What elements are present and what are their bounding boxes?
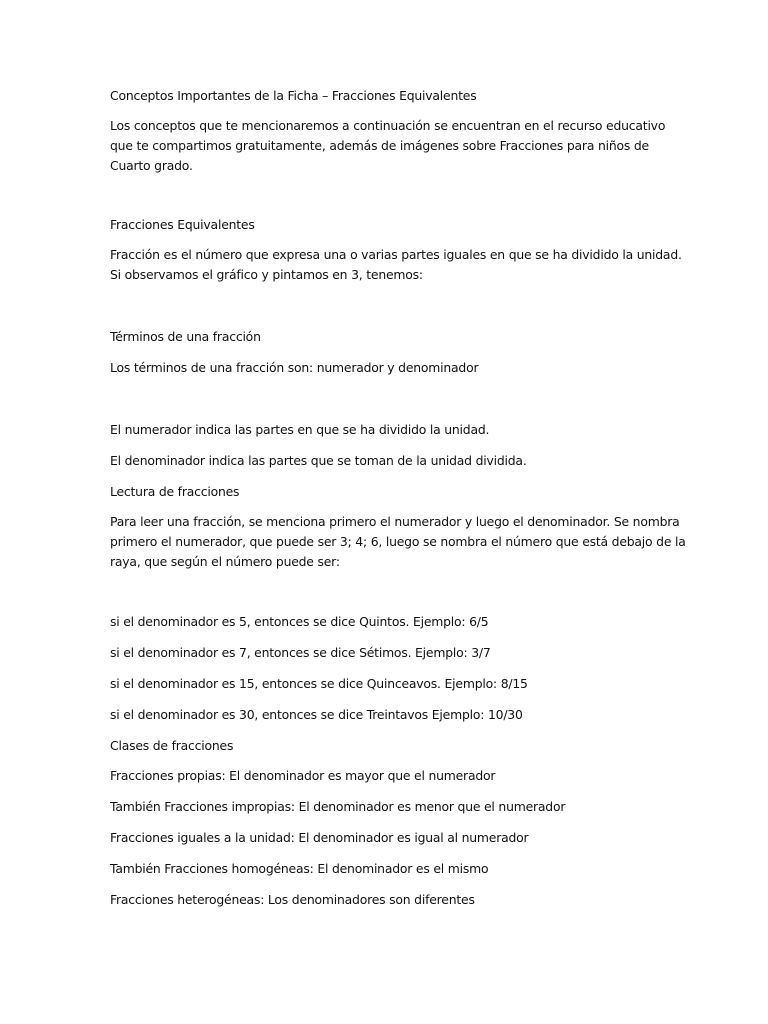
text-line: Los términos de una fracción son: numerador y denominador bbox=[110, 360, 479, 375]
definition-paragraph bbox=[110, 245, 682, 285]
text-line: primero el numerador, que puede ser 3; 4; 6, luego se nombra el número que está debajo de la bbox=[110, 534, 686, 549]
intro-paragraph bbox=[110, 116, 670, 176]
text-line: raya, que según el número puede ser: bbox=[110, 554, 340, 569]
text-line: si el denominador es 15, entonces se dice Quinceavos. Ejemplo: 8/15 bbox=[110, 676, 528, 691]
list-item bbox=[110, 612, 670, 632]
section-heading bbox=[110, 482, 670, 502]
text-line: si el denominador es 5, entonces se dice Quintos. Ejemplo: 6/5 bbox=[110, 614, 489, 629]
list-item bbox=[110, 705, 670, 725]
list-item bbox=[110, 797, 670, 817]
text-paragraph bbox=[110, 451, 670, 471]
text-line: si el denominador es 7, entonces se dice Sétimos. Ejemplo: 3/7 bbox=[110, 645, 491, 660]
text-line: si el denominador es 30, entonces se dice Treintavos Ejemplo: 10/30 bbox=[110, 707, 523, 722]
text-line: Fracciones iguales a la unidad: El denominador es igual al numerador bbox=[110, 830, 529, 845]
list-item bbox=[110, 766, 670, 786]
text-line: Conceptos Importantes de la Ficha – Fracciones Equivalentes bbox=[110, 88, 477, 103]
text-line: También Fracciones homogéneas: El denominador es el mismo bbox=[110, 861, 489, 876]
text-line: Términos de una fracción bbox=[110, 329, 261, 344]
list-item bbox=[110, 828, 670, 848]
text-line: Fracciones heterogéneas: Los denominadores son diferentes bbox=[110, 892, 475, 907]
text-line: Para leer una fracción, se menciona primero el numerador y luego el denominador. Se nombra bbox=[110, 514, 680, 529]
list-item bbox=[110, 859, 670, 879]
list-item bbox=[110, 890, 670, 910]
list-item bbox=[110, 643, 670, 663]
text-line: Fracciones propias: El denominador es mayor que el numerador bbox=[110, 768, 496, 783]
text-line: También Fracciones impropias: El denominador es menor que el numerador bbox=[110, 799, 566, 814]
text-line: que te compartimos gratuitamente, además de imágenes sobre Fracciones para niños de bbox=[110, 138, 649, 153]
text-line: Clases de fracciones bbox=[110, 738, 234, 753]
section-heading bbox=[110, 736, 670, 756]
text-line: Si observamos el gráfico y pintamos en 3, tenemos: bbox=[110, 267, 423, 282]
text-line: Cuarto grado. bbox=[110, 158, 193, 173]
text-line: Lectura de fracciones bbox=[110, 484, 240, 499]
document-title bbox=[110, 86, 670, 106]
list-item bbox=[110, 674, 670, 694]
text-paragraph bbox=[110, 358, 670, 378]
text-line: Fracción es el número que expresa una o varias partes iguales en que se ha dividido la unidad. bbox=[110, 247, 682, 262]
section-heading bbox=[110, 327, 670, 347]
text-line: El numerador indica las partes en que se ha dividido la unidad. bbox=[110, 422, 490, 437]
text-line: El denominador indica las partes que se toman de la unidad dividida. bbox=[110, 453, 527, 468]
text-paragraph bbox=[110, 512, 686, 572]
text-line: Los conceptos que te mencionaremos a continuación se encuentran en el recurso educativo bbox=[110, 118, 666, 133]
text-line: Fracciones Equivalentes bbox=[110, 217, 255, 232]
text-paragraph bbox=[110, 420, 670, 440]
section-heading bbox=[110, 215, 670, 235]
